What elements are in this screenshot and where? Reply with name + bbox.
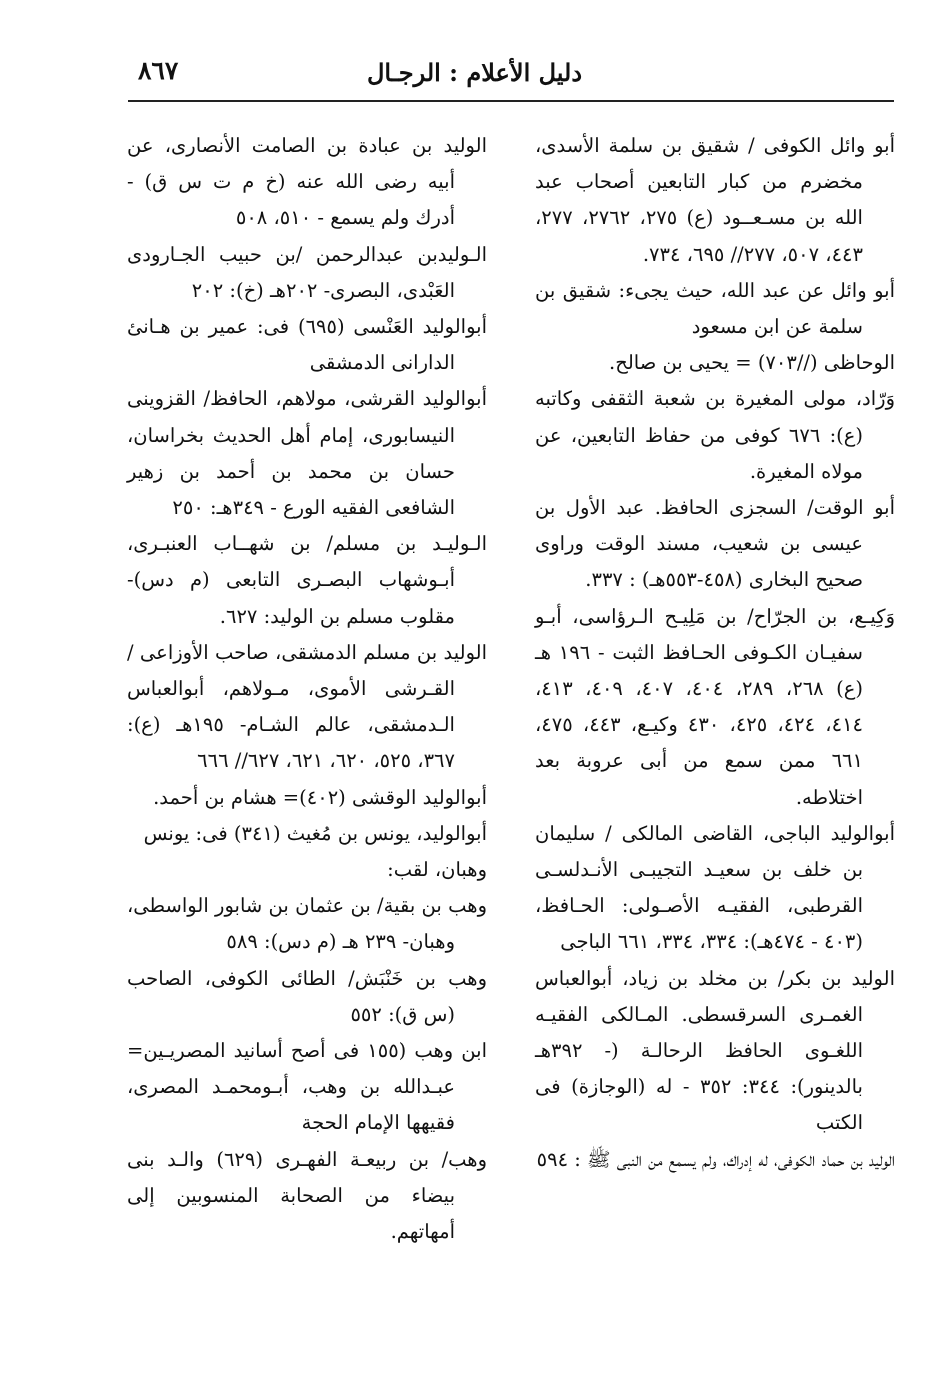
index-entry: أبوالوليد الوقشى (٤٠٢)= هشام بن أحمد. bbox=[153, 785, 487, 809]
index-entry: الوليد بن بكر/ بن مخلد بن زياد، أبوالعباس الغمـرى السرقسطى. المـالكى الفقيـه اللغـوى الحافظ الرحالـة (- ٣٩٢هـ بالدينور): ٣٤٤: ٣٥٢ - له (الوجازة) فى الكتب bbox=[535, 966, 895, 1135]
index-entry: الـوليـد بن مسلم/ بن شهــاب العنبـرى، أبـوشهاب البصـرى التابعى (م دس)- مقلوب مسلم بن الوليد: ٦٢٧. bbox=[127, 532, 487, 628]
index-entry: الوليد بن عبادة بن الصامت الأنصارى، عن أبيه رضى الله عنه (خ م ت س ق) - أدرك ولم يسمع - ٥١٠، ٥٠٨ bbox=[127, 134, 487, 230]
index-entry: وهب/ بن ربيعـة الفهـرى (٦٢٩) والـد بنى بيضاء من الصحابة المنسوبين إلى أمهاتهم. bbox=[127, 1147, 488, 1244]
index-entry: أبو وائل الكوفى / شقيق بن سلمة الأسدى، مخضرم من كبار التابعين أصحاب عبد الله بن مسـعــود (ع) ٢٧٥، ٢٧٦٢، ٢٧٧، ٤٤٣، ٥٠٧، ٢٧٧// ٦٩٥، ٧٣٤. bbox=[535, 134, 895, 266]
index-entry: وهبان، لقب: bbox=[387, 858, 487, 882]
running-title: دليل الأعلام : الرجـال bbox=[366, 58, 583, 87]
index-entry: وَكِيـع، بن الجرّاح/ بن مَلِيـح الـرؤاسى، أبـو سفيـان الكـوفى الحـافظ الثبت - ١٩٦ هـ (ع) ٢٦٨، ٢٨٩، ٤٠٤، ٤٠٧، ٤٠٩، ٤١٣، ٤١٤، ٤٢٤، ٤٢٥، ٤٣٠ وكيـع، ٤٤٣، ٤٧٥، ٦٦١ ممن سمع من أبى عروبة بعد اختلاطه. bbox=[535, 604, 895, 809]
index-entry: وَرّاد، مولى المغيرة بن شعبة الثقفى وكاتبه (ع): ٦٧٦ كوفى من حفاظ التابعين، عن مولاه المغيرة. bbox=[535, 387, 895, 483]
left-column bbox=[127, 128, 487, 1250]
index-entry: أبوالوليد القرشى، مولاهم، الحافظ/ القزوينى النيسابورى، إمام أهل الحديث بخراسان، حسان بن محمد بن أحمد بن زهير الشافعى الفقيه الورع - ٣٤٩هـ: ٢٥٠ bbox=[127, 387, 487, 520]
index-entry: الوليد بن حماد الكوفى، له إدراك، ولم يسمع من النبى ﷺ : ٥٩٤ bbox=[536, 1147, 895, 1171]
index-entry: الوحاظى (//٧٠٣) = يحيى بن صالح. bbox=[609, 351, 895, 375]
index-entry: أبوالوليد الباجى، القاضى المالكى / سليمان بن خلف بن سعيـد التجيبـى الأنـدلسـى القرطبى، الفقيـه الأصـولى: الحـافظ، (٤٠٣ - ٤٧٤هـ): ٣٣٤، ٣٣٤، ٦٦١ الباجى bbox=[535, 821, 895, 954]
page-number: ٨٦٧ bbox=[138, 56, 179, 85]
index-entry: وهب بن خَنْبَش/ الطائى الكوفى، الصاحب (س ق): ٥٥٢ bbox=[127, 966, 487, 1026]
header-rule bbox=[128, 100, 894, 102]
index-entry: أبوالوليد، يونس بن مُغيث (٣٤١) فى: يونس bbox=[143, 821, 487, 845]
index-entry: ابن وهب (١٥٥ فى أصح أسانيد المصريـين= عبـدالله بن وهب، أبـومحمـد المصرى، فقيهها الإمام الحجة bbox=[127, 1039, 487, 1135]
index-entry: وهب بن بقية/ بن عثمان بن شابور الواسطى، وهبان- ٢٣٩ هـ (م دس): ٥٨٩ bbox=[127, 894, 487, 954]
index-entry: أبو الوقت/ السجزى الحافظ. عبد الأول بن عيسى بن شعيب، مسند الوقت وراوى صحيح البخارى (٤٥٨-٥٥٣هـ) : ٣٣٧. bbox=[535, 496, 895, 592]
right-column bbox=[535, 128, 895, 1178]
index-entry: الوليد بن مسلم الدمشقى، صاحب الأوزاعى / القـرشى الأموى، مـولاهم، أبوالعباس الـدمشقى، عالم الشـام- ١٩٥هـ (ع): ٣٦٧، ٥٢٥، ٦٢٠، ٦٢١، ٦٢٧// ٦٦٦ bbox=[127, 640, 487, 773]
index-entry: أبوالوليد العَنْسى (٦٩٥) فى: عمير بن هـانئ الدارانى الدمشقى bbox=[127, 315, 487, 375]
page-header bbox=[0, 0, 949, 100]
index-entry: الـوليدبن عبدالرحمن /بن حبيب الجـارودى العَبْدى، البصرى- ٢٠٢هـ (خ): ٢٠٢ bbox=[127, 242, 487, 302]
index-entry: أبو وائل عن عبد الله، حيث يجىء: شقيق بن سلمة عن ابن مسعود bbox=[535, 278, 895, 339]
